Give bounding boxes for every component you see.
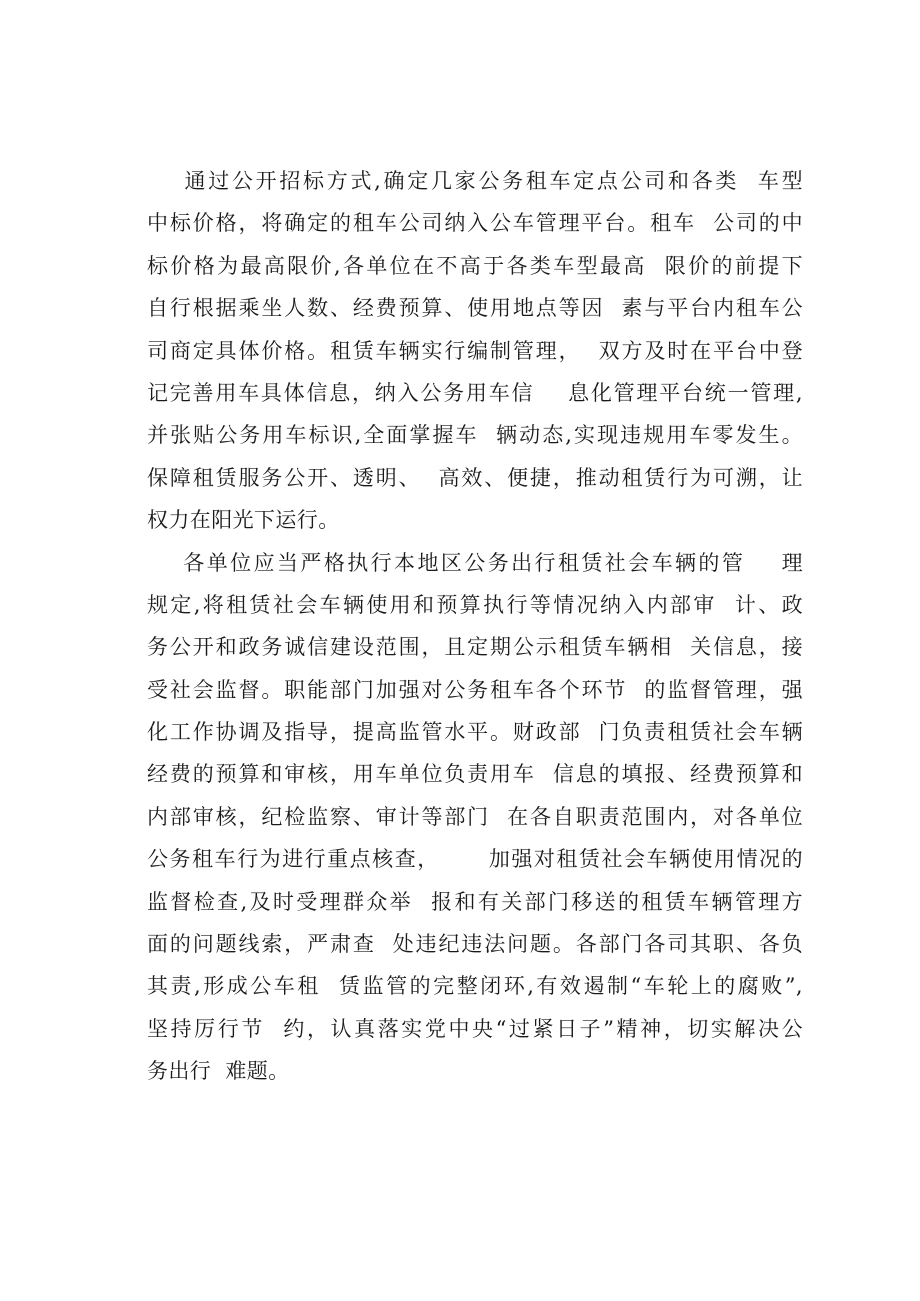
text-line: 规定,将租赁社会车辆使用和预算执行等情况纳入内部审 计、政 xyxy=(147,592,803,617)
text-line: 化工作协调及指导，提高监管水平。财政部 门负责租赁社会车辆 xyxy=(147,720,803,745)
text-line: 务公开和政务诚信建设范围，且定期公示租赁车辆相 关信息，接 xyxy=(147,635,803,660)
text-line: 内部审核，纪检监察、审计等部门 在各自职责范围内，对各单位 xyxy=(147,804,803,829)
text-line: 坚持厉行节 约，认真落实党中央“过紧日子”精神，切实解决公 xyxy=(147,1016,803,1041)
paragraph-1 xyxy=(147,160,803,542)
text-line: 通过公开招标方式,确定几家公务租车定点公司和各类 车型 xyxy=(147,169,803,193)
paragraph-2 xyxy=(147,542,803,1093)
text-line: 标价格为最高限价,各单位在不高于各类车型最高 限价的前提下 xyxy=(147,253,803,278)
text-line: 监督检查,及时受理群众举 报和有关部门移送的租赁车辆管理方 xyxy=(147,889,803,914)
document-body xyxy=(147,160,803,1093)
text-line: 各单位应当严格执行本地区公务出行租赁社会车辆的管 理 xyxy=(147,550,803,575)
text-line: 公务租车行为进行重点核查， 加强对租赁社会车辆使用情况的 xyxy=(147,847,803,872)
text-line: 其责,形成公车租 赁监管的完整闭环,有效遏制“车轮上的腐败”, xyxy=(147,974,803,999)
text-line: 司商定具体价格。租赁车辆实行编制管理， 双方及时在平台中登 xyxy=(147,338,803,363)
text-line: 面的问题线索，严肃查 处违纪违法问题。各部门各司其职、各负 xyxy=(147,932,803,957)
text-line: 受社会监督。职能部门加强对公务租车各个环节 的监督管理，强 xyxy=(147,677,803,702)
text-line: 中标价格，将确定的租车公司纳入公车管理平台。租车 公司的中 xyxy=(147,211,803,236)
text-line: 自行根据乘坐人数、经费预算、使用地点等因 素与平台内租车公 xyxy=(147,296,803,321)
text-line: 记完善用车具体信息，纳入公务用车信 息化管理平台统一管理, xyxy=(147,380,803,405)
text-line: 经费的预算和审核，用车单位负责用车 信息的填报、经费预算和 xyxy=(147,762,803,787)
text-line: 保障租赁服务公开、透明、 高效、便捷，推动租赁行为可溯，让 xyxy=(147,465,803,490)
text-line: 并张贴公务用车标识,全面掌握车 辆动态,实现违规用车零发生。 xyxy=(147,423,803,448)
text-line: 权力在阳光下运行。 xyxy=(147,508,340,533)
text-line: 务出行 难题。 xyxy=(147,1059,290,1084)
